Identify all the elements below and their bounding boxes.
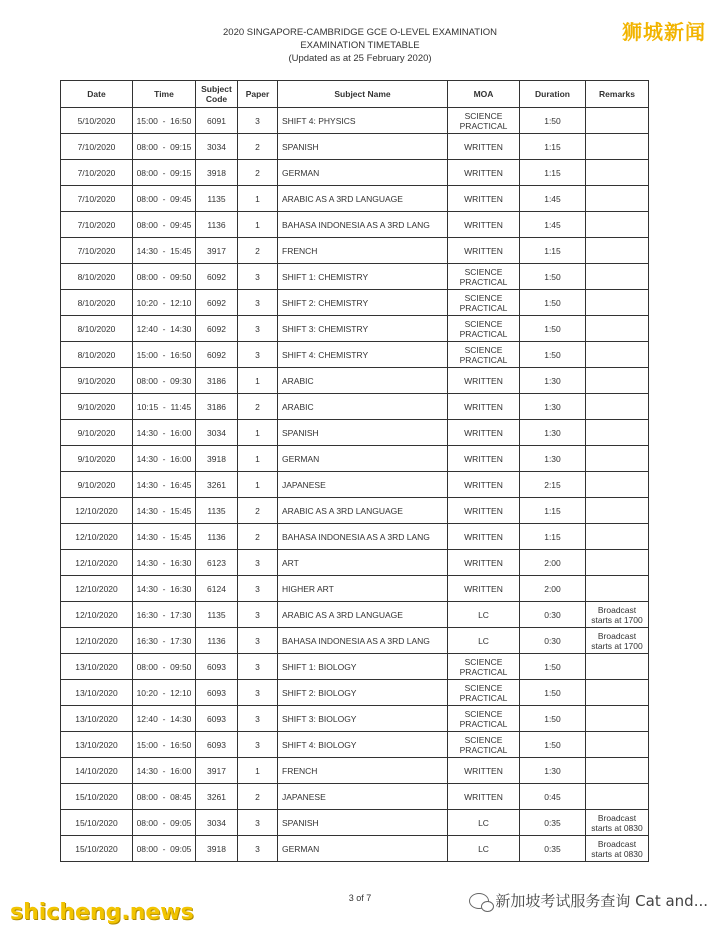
cell-paper: 2 bbox=[238, 498, 278, 524]
cell-duration: 1:50 bbox=[520, 342, 586, 368]
table-row bbox=[61, 108, 649, 134]
col-time: Time bbox=[133, 81, 196, 108]
watermark-left: shicheng.news bbox=[10, 900, 194, 925]
cell-paper: 2 bbox=[238, 134, 278, 160]
table-row bbox=[61, 602, 649, 628]
cell-duration: 1:45 bbox=[520, 212, 586, 238]
cell-subject-name: SHIFT 1: BIOLOGY bbox=[278, 654, 448, 680]
cell-moa: WRITTEN bbox=[448, 160, 520, 186]
cell-date: 14/10/2020 bbox=[61, 758, 133, 784]
cell-subject-code: 1136 bbox=[196, 628, 238, 654]
table-row bbox=[61, 810, 649, 836]
cell-time: 10:20 - 12:10 bbox=[133, 680, 196, 706]
cell-subject-name: JAPANESE bbox=[278, 472, 448, 498]
cell-remarks bbox=[586, 498, 649, 524]
header-subtitle: EXAMINATION TIMETABLE bbox=[300, 40, 420, 51]
wechat-icon bbox=[469, 893, 489, 909]
cell-remarks bbox=[586, 368, 649, 394]
cell-time: 08:00 - 08:45 bbox=[133, 784, 196, 810]
cell-paper: 3 bbox=[238, 602, 278, 628]
cell-subject-code: 1136 bbox=[196, 212, 238, 238]
cell-remarks bbox=[586, 316, 649, 342]
cell-paper: 3 bbox=[238, 706, 278, 732]
cell-paper: 2 bbox=[238, 394, 278, 420]
cell-subject-code: 3918 bbox=[196, 836, 238, 862]
table-row bbox=[61, 836, 649, 862]
cell-duration: 0:35 bbox=[520, 810, 586, 836]
table-header-row bbox=[61, 81, 649, 108]
cell-date: 8/10/2020 bbox=[61, 264, 133, 290]
cell-time: 14:30 - 15:45 bbox=[133, 238, 196, 264]
cell-time: 08:00 - 09:15 bbox=[133, 160, 196, 186]
cell-subject-name: BAHASA INDONESIA AS A 3RD LANG bbox=[278, 628, 448, 654]
cell-date: 15/10/2020 bbox=[61, 836, 133, 862]
cell-remarks: Broadcast starts at 1700 bbox=[586, 602, 649, 628]
cell-paper: 2 bbox=[238, 524, 278, 550]
cell-duration: 1:15 bbox=[520, 134, 586, 160]
cell-paper: 3 bbox=[238, 836, 278, 862]
watermark-top: 狮城新闻 bbox=[622, 20, 706, 44]
cell-paper: 3 bbox=[238, 654, 278, 680]
col-moa: MOA bbox=[448, 81, 520, 108]
cell-time: 14:30 - 16:00 bbox=[133, 446, 196, 472]
cell-time: 14:30 - 16:00 bbox=[133, 758, 196, 784]
cell-moa: WRITTEN bbox=[448, 784, 520, 810]
cell-paper: 3 bbox=[238, 108, 278, 134]
table-row bbox=[61, 706, 649, 732]
cell-subject-code: 3261 bbox=[196, 472, 238, 498]
table-row bbox=[61, 342, 649, 368]
cell-time: 15:00 - 16:50 bbox=[133, 732, 196, 758]
cell-remarks bbox=[586, 420, 649, 446]
cell-subject-code: 3918 bbox=[196, 160, 238, 186]
cell-subject-name: SHIFT 3: CHEMISTRY bbox=[278, 316, 448, 342]
cell-time: 12:40 - 14:30 bbox=[133, 316, 196, 342]
cell-subject-code: 3034 bbox=[196, 810, 238, 836]
cell-subject-code: 6093 bbox=[196, 732, 238, 758]
cell-subject-name: ARABIC bbox=[278, 394, 448, 420]
table-row bbox=[61, 316, 649, 342]
cell-subject-name: BAHASA INDONESIA AS A 3RD LANG bbox=[278, 212, 448, 238]
cell-date: 15/10/2020 bbox=[61, 810, 133, 836]
cell-paper: 3 bbox=[238, 576, 278, 602]
cell-duration: 1:15 bbox=[520, 524, 586, 550]
cell-date: 13/10/2020 bbox=[61, 706, 133, 732]
cell-date: 12/10/2020 bbox=[61, 498, 133, 524]
cell-date: 7/10/2020 bbox=[61, 238, 133, 264]
cell-subject-name: BAHASA INDONESIA AS A 3RD LANG bbox=[278, 524, 448, 550]
cell-subject-name: JAPANESE bbox=[278, 784, 448, 810]
cell-remarks bbox=[586, 394, 649, 420]
cell-paper: 3 bbox=[238, 264, 278, 290]
cell-date: 8/10/2020 bbox=[61, 290, 133, 316]
timetable bbox=[60, 80, 649, 862]
cell-date: 12/10/2020 bbox=[61, 576, 133, 602]
cell-subject-code: 6093 bbox=[196, 680, 238, 706]
cell-subject-code: 6092 bbox=[196, 264, 238, 290]
table-row bbox=[61, 732, 649, 758]
cell-moa: SCIENCE PRACTICAL bbox=[448, 264, 520, 290]
cell-moa: WRITTEN bbox=[448, 420, 520, 446]
cell-subject-code: 3917 bbox=[196, 758, 238, 784]
table-row bbox=[61, 394, 649, 420]
cell-remarks bbox=[586, 472, 649, 498]
cell-remarks bbox=[586, 212, 649, 238]
cell-moa: WRITTEN bbox=[448, 550, 520, 576]
cell-remarks bbox=[586, 784, 649, 810]
cell-subject-name: SHIFT 4: PHYSICS bbox=[278, 108, 448, 134]
cell-duration: 2:15 bbox=[520, 472, 586, 498]
cell-time: 12:40 - 14:30 bbox=[133, 706, 196, 732]
table-row bbox=[61, 472, 649, 498]
cell-date: 5/10/2020 bbox=[61, 108, 133, 134]
cell-paper: 3 bbox=[238, 342, 278, 368]
table-body bbox=[61, 108, 649, 862]
cell-remarks bbox=[586, 342, 649, 368]
cell-time: 14:30 - 16:45 bbox=[133, 472, 196, 498]
cell-subject-name: SHIFT 4: BIOLOGY bbox=[278, 732, 448, 758]
cell-time: 08:00 - 09:50 bbox=[133, 654, 196, 680]
cell-subject-name: ARABIC AS A 3RD LANGUAGE bbox=[278, 602, 448, 628]
cell-subject-code: 3917 bbox=[196, 238, 238, 264]
cell-moa: SCIENCE PRACTICAL bbox=[448, 654, 520, 680]
cell-remarks bbox=[586, 186, 649, 212]
table-row bbox=[61, 758, 649, 784]
cell-subject-code: 6124 bbox=[196, 576, 238, 602]
cell-date: 12/10/2020 bbox=[61, 524, 133, 550]
header-updated: (Updated as at 25 February 2020) bbox=[288, 53, 432, 64]
table-row bbox=[61, 446, 649, 472]
cell-paper: 1 bbox=[238, 212, 278, 238]
cell-subject-name: SPANISH bbox=[278, 134, 448, 160]
cell-duration: 0:30 bbox=[520, 602, 586, 628]
table-row bbox=[61, 680, 649, 706]
cell-moa: LC bbox=[448, 602, 520, 628]
cell-moa: WRITTEN bbox=[448, 576, 520, 602]
cell-date: 13/10/2020 bbox=[61, 680, 133, 706]
cell-paper: 3 bbox=[238, 680, 278, 706]
cell-remarks bbox=[586, 706, 649, 732]
cell-moa: SCIENCE PRACTICAL bbox=[448, 732, 520, 758]
cell-paper: 3 bbox=[238, 628, 278, 654]
cell-remarks bbox=[586, 758, 649, 784]
table-row bbox=[61, 212, 649, 238]
table-row bbox=[61, 550, 649, 576]
cell-date: 8/10/2020 bbox=[61, 342, 133, 368]
table-row bbox=[61, 498, 649, 524]
cell-moa: SCIENCE PRACTICAL bbox=[448, 290, 520, 316]
cell-moa: WRITTEN bbox=[448, 212, 520, 238]
col-subject-code: Subject Code bbox=[196, 81, 238, 108]
cell-paper: 3 bbox=[238, 316, 278, 342]
cell-duration: 1:50 bbox=[520, 680, 586, 706]
cell-moa: SCIENCE PRACTICAL bbox=[448, 108, 520, 134]
cell-duration: 1:30 bbox=[520, 394, 586, 420]
cell-duration: 1:50 bbox=[520, 290, 586, 316]
cell-duration: 1:50 bbox=[520, 108, 586, 134]
cell-subject-name: GERMAN bbox=[278, 160, 448, 186]
table-row bbox=[61, 628, 649, 654]
cell-remarks bbox=[586, 680, 649, 706]
cell-paper: 2 bbox=[238, 160, 278, 186]
cell-duration: 1:30 bbox=[520, 758, 586, 784]
cell-date: 9/10/2020 bbox=[61, 446, 133, 472]
cell-duration: 0:35 bbox=[520, 836, 586, 862]
cell-date: 12/10/2020 bbox=[61, 602, 133, 628]
table-row bbox=[61, 576, 649, 602]
cell-subject-name: HIGHER ART bbox=[278, 576, 448, 602]
cell-subject-code: 3918 bbox=[196, 446, 238, 472]
col-duration: Duration bbox=[520, 81, 586, 108]
cell-time: 08:00 - 09:30 bbox=[133, 368, 196, 394]
cell-subject-code: 1135 bbox=[196, 498, 238, 524]
cell-remarks: Broadcast starts at 0830 bbox=[586, 810, 649, 836]
cell-duration: 1:50 bbox=[520, 732, 586, 758]
cell-subject-name: SHIFT 4: CHEMISTRY bbox=[278, 342, 448, 368]
cell-date: 9/10/2020 bbox=[61, 420, 133, 446]
cell-subject-code: 6092 bbox=[196, 290, 238, 316]
cell-moa: WRITTEN bbox=[448, 238, 520, 264]
cell-subject-code: 1135 bbox=[196, 602, 238, 628]
cell-moa: WRITTEN bbox=[448, 524, 520, 550]
cell-remarks bbox=[586, 576, 649, 602]
cell-subject-name: FRENCH bbox=[278, 758, 448, 784]
cell-subject-name: SPANISH bbox=[278, 810, 448, 836]
cell-subject-code: 6092 bbox=[196, 342, 238, 368]
cell-time: 15:00 - 16:50 bbox=[133, 342, 196, 368]
table-row bbox=[61, 186, 649, 212]
cell-duration: 1:15 bbox=[520, 238, 586, 264]
cell-duration: 1:30 bbox=[520, 446, 586, 472]
cell-subject-code: 1136 bbox=[196, 524, 238, 550]
cell-subject-code: 6093 bbox=[196, 654, 238, 680]
cell-time: 14:30 - 16:00 bbox=[133, 420, 196, 446]
cell-date: 9/10/2020 bbox=[61, 472, 133, 498]
cell-date: 7/10/2020 bbox=[61, 160, 133, 186]
cell-time: 08:00 - 09:50 bbox=[133, 264, 196, 290]
cell-subject-name: GERMAN bbox=[278, 446, 448, 472]
cell-duration: 1:30 bbox=[520, 420, 586, 446]
cell-date: 13/10/2020 bbox=[61, 732, 133, 758]
cell-moa: LC bbox=[448, 836, 520, 862]
cell-paper: 3 bbox=[238, 810, 278, 836]
cell-moa: WRITTEN bbox=[448, 186, 520, 212]
cell-duration: 1:30 bbox=[520, 368, 586, 394]
cell-paper: 1 bbox=[238, 472, 278, 498]
cell-date: 12/10/2020 bbox=[61, 550, 133, 576]
cell-duration: 1:50 bbox=[520, 264, 586, 290]
table-row bbox=[61, 238, 649, 264]
cell-remarks bbox=[586, 160, 649, 186]
cell-date: 9/10/2020 bbox=[61, 394, 133, 420]
cell-duration: 0:30 bbox=[520, 628, 586, 654]
cell-remarks bbox=[586, 238, 649, 264]
cell-remarks bbox=[586, 134, 649, 160]
cell-time: 10:15 - 11:45 bbox=[133, 394, 196, 420]
cell-remarks: Broadcast starts at 1700 bbox=[586, 628, 649, 654]
table-row bbox=[61, 654, 649, 680]
cell-date: 8/10/2020 bbox=[61, 316, 133, 342]
cell-time: 14:30 - 15:45 bbox=[133, 524, 196, 550]
table-row bbox=[61, 784, 649, 810]
cell-duration: 1:50 bbox=[520, 706, 586, 732]
cell-time: 14:30 - 16:30 bbox=[133, 576, 196, 602]
cell-subject-name: SHIFT 2: CHEMISTRY bbox=[278, 290, 448, 316]
cell-paper: 1 bbox=[238, 446, 278, 472]
cell-remarks bbox=[586, 446, 649, 472]
cell-time: 08:00 - 09:45 bbox=[133, 186, 196, 212]
cell-time: 08:00 - 09:15 bbox=[133, 134, 196, 160]
cell-remarks bbox=[586, 524, 649, 550]
cell-remarks bbox=[586, 290, 649, 316]
table-row bbox=[61, 420, 649, 446]
cell-subject-name: SPANISH bbox=[278, 420, 448, 446]
cell-moa: WRITTEN bbox=[448, 134, 520, 160]
cell-subject-name: ARABIC AS A 3RD LANGUAGE bbox=[278, 186, 448, 212]
page-number: 3 of 7 bbox=[348, 893, 372, 903]
cell-date: 7/10/2020 bbox=[61, 212, 133, 238]
cell-subject-name: SHIFT 3: BIOLOGY bbox=[278, 706, 448, 732]
table-row bbox=[61, 290, 649, 316]
cell-time: 08:00 - 09:05 bbox=[133, 836, 196, 862]
cell-moa: SCIENCE PRACTICAL bbox=[448, 706, 520, 732]
cell-subject-code: 3186 bbox=[196, 394, 238, 420]
table-row bbox=[61, 134, 649, 160]
header-title: 2020 SINGAPORE-CAMBRIDGE GCE O-LEVEL EXAMINATION bbox=[223, 27, 497, 38]
document-header bbox=[0, 26, 720, 65]
cell-subject-name: ARABIC AS A 3RD LANGUAGE bbox=[278, 498, 448, 524]
cell-remarks: Broadcast starts at 0830 bbox=[586, 836, 649, 862]
cell-moa: LC bbox=[448, 810, 520, 836]
cell-date: 13/10/2020 bbox=[61, 654, 133, 680]
cell-paper: 3 bbox=[238, 550, 278, 576]
cell-subject-code: 6093 bbox=[196, 706, 238, 732]
cell-paper: 1 bbox=[238, 420, 278, 446]
cell-moa: SCIENCE PRACTICAL bbox=[448, 342, 520, 368]
cell-date: 12/10/2020 bbox=[61, 628, 133, 654]
cell-duration: 1:15 bbox=[520, 160, 586, 186]
cell-time: 16:30 - 17:30 bbox=[133, 602, 196, 628]
cell-remarks bbox=[586, 108, 649, 134]
cell-paper: 3 bbox=[238, 732, 278, 758]
cell-subject-name: GERMAN bbox=[278, 836, 448, 862]
cell-time: 14:30 - 16:30 bbox=[133, 550, 196, 576]
cell-paper: 1 bbox=[238, 368, 278, 394]
cell-subject-code: 3186 bbox=[196, 368, 238, 394]
cell-time: 08:00 - 09:45 bbox=[133, 212, 196, 238]
table-row bbox=[61, 160, 649, 186]
cell-time: 15:00 - 16:50 bbox=[133, 108, 196, 134]
cell-moa: SCIENCE PRACTICAL bbox=[448, 680, 520, 706]
cell-duration: 2:00 bbox=[520, 550, 586, 576]
table-row bbox=[61, 368, 649, 394]
watermark-right bbox=[469, 890, 708, 911]
cell-remarks bbox=[586, 732, 649, 758]
col-remarks: Remarks bbox=[586, 81, 649, 108]
col-date: Date bbox=[61, 81, 133, 108]
cell-time: 08:00 - 09:05 bbox=[133, 810, 196, 836]
cell-duration: 1:15 bbox=[520, 498, 586, 524]
cell-time: 10:20 - 12:10 bbox=[133, 290, 196, 316]
cell-moa: LC bbox=[448, 628, 520, 654]
cell-duration: 2:00 bbox=[520, 576, 586, 602]
cell-moa: SCIENCE PRACTICAL bbox=[448, 316, 520, 342]
cell-subject-name: FRENCH bbox=[278, 238, 448, 264]
cell-remarks bbox=[586, 264, 649, 290]
cell-date: 7/10/2020 bbox=[61, 134, 133, 160]
cell-subject-code: 1135 bbox=[196, 186, 238, 212]
cell-subject-name: ART bbox=[278, 550, 448, 576]
cell-paper: 3 bbox=[238, 290, 278, 316]
cell-duration: 1:45 bbox=[520, 186, 586, 212]
cell-date: 7/10/2020 bbox=[61, 186, 133, 212]
cell-subject-name: ARABIC bbox=[278, 368, 448, 394]
cell-date: 15/10/2020 bbox=[61, 784, 133, 810]
cell-subject-code: 3261 bbox=[196, 784, 238, 810]
cell-duration: 1:50 bbox=[520, 316, 586, 342]
cell-paper: 1 bbox=[238, 758, 278, 784]
cell-moa: WRITTEN bbox=[448, 368, 520, 394]
cell-subject-code: 6123 bbox=[196, 550, 238, 576]
cell-remarks bbox=[586, 654, 649, 680]
col-paper: Paper bbox=[238, 81, 278, 108]
cell-subject-code: 3034 bbox=[196, 134, 238, 160]
cell-paper: 1 bbox=[238, 186, 278, 212]
cell-moa: WRITTEN bbox=[448, 472, 520, 498]
cell-duration: 0:45 bbox=[520, 784, 586, 810]
cell-time: 14:30 - 15:45 bbox=[133, 498, 196, 524]
cell-duration: 1:50 bbox=[520, 654, 586, 680]
table-row bbox=[61, 264, 649, 290]
cell-moa: WRITTEN bbox=[448, 446, 520, 472]
cell-subject-code: 6091 bbox=[196, 108, 238, 134]
cell-moa: WRITTEN bbox=[448, 498, 520, 524]
watermark-right-text: 新加坡考试服务查询 Cat and... bbox=[495, 892, 708, 910]
cell-moa: WRITTEN bbox=[448, 758, 520, 784]
cell-subject-code: 6092 bbox=[196, 316, 238, 342]
cell-subject-code: 3034 bbox=[196, 420, 238, 446]
cell-remarks bbox=[586, 550, 649, 576]
cell-subject-name: SHIFT 1: CHEMISTRY bbox=[278, 264, 448, 290]
table-row bbox=[61, 524, 649, 550]
cell-time: 16:30 - 17:30 bbox=[133, 628, 196, 654]
cell-paper: 2 bbox=[238, 784, 278, 810]
cell-moa: WRITTEN bbox=[448, 394, 520, 420]
cell-paper: 2 bbox=[238, 238, 278, 264]
col-subject-name: Subject Name bbox=[278, 81, 448, 108]
cell-date: 9/10/2020 bbox=[61, 368, 133, 394]
cell-subject-name: SHIFT 2: BIOLOGY bbox=[278, 680, 448, 706]
